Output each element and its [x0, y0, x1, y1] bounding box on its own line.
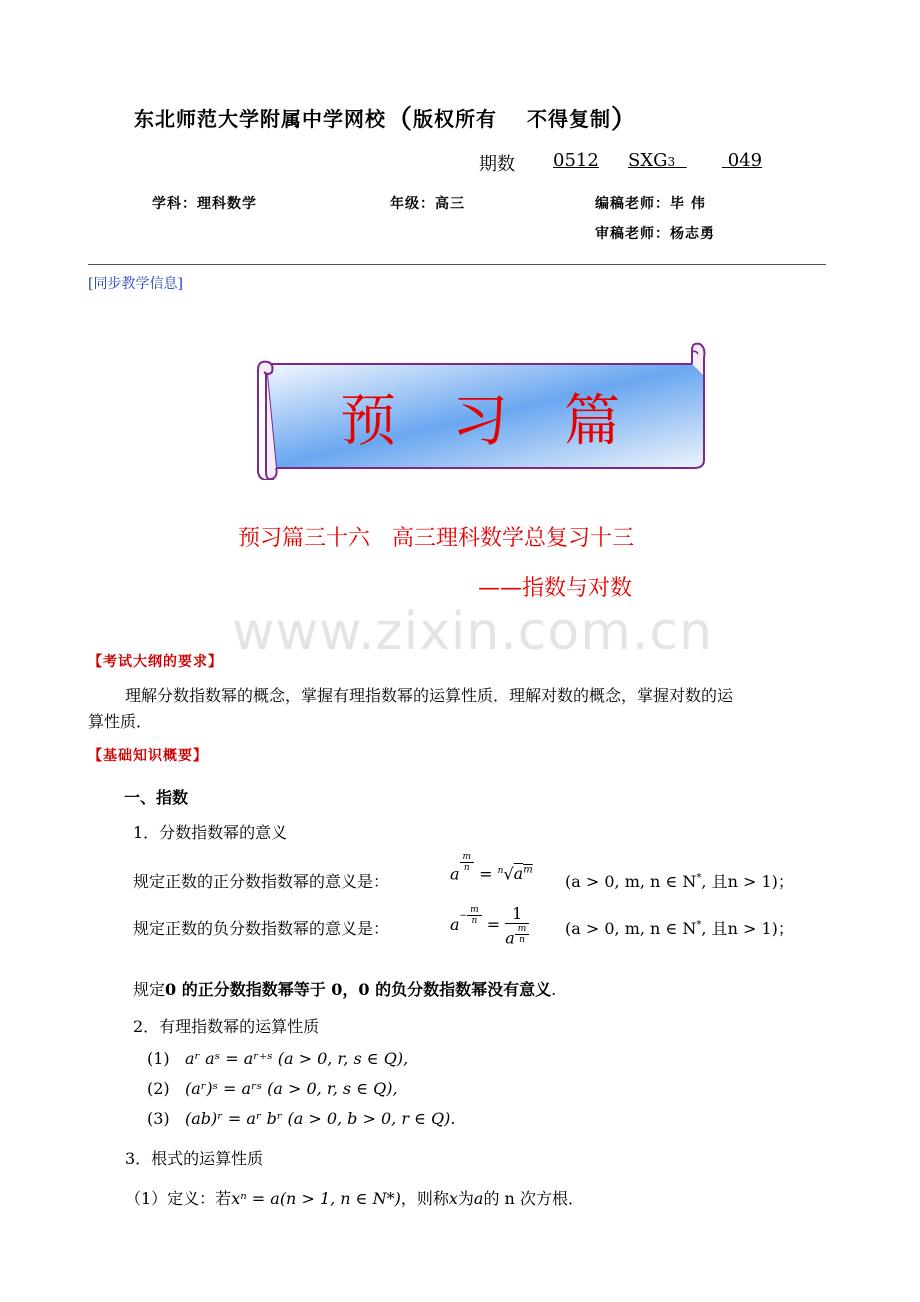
school-copyright-title: 东北师范大学附属中学网校（版权所有 不得复制）	[134, 105, 639, 135]
positive-rule-formula: a $^{\frac{m}{n}}$ = $^n√a^m$	[450, 852, 533, 884]
banner-title: 预 习 篇	[340, 389, 620, 454]
exam-outline-text-1: 理解分数指数幂的概念，掌握有理指数幂的运算性质．理解对数的概念，掌握对数的运	[125, 686, 734, 705]
issue-label: 期数	[479, 154, 515, 175]
negative-rule-condition: (a > 0, m, n ∈ N*, 且n > 1)；	[565, 919, 794, 938]
property-3-label: (3)	[147, 1109, 170, 1128]
reviewer-label: 审稿老师：杨志勇	[595, 226, 715, 242]
grade-label: 年级：高三	[390, 196, 465, 212]
negative-rule-formula: $a^{- \frac{m}{n}}$ = 1 a $^{\frac{m}{n}}$	[450, 904, 529, 947]
property-2: (aʳ)ˢ = aʳˢ (a > 0, r, s ∈ Q),	[185, 1079, 398, 1098]
scroll-banner	[254, 340, 706, 480]
item-fraction-exponent: 1．分数指数幂的意义	[133, 823, 288, 842]
positive-rule-text: 规定正数的正分数指数幂的意义是：	[133, 872, 390, 891]
issue-code-2: SXG3	[628, 150, 676, 171]
exam-outline-text-2: 算性质．	[88, 712, 153, 731]
lesson-subtitle: ——指数与对数	[478, 576, 633, 601]
subject-label: 学科：理科数学	[152, 196, 257, 212]
positive-rule-condition: (a > 0, m, n ∈ N*, 且n > 1)；	[565, 872, 794, 891]
item-radical: 3．根式的运算性质	[125, 1149, 264, 1168]
header-divider	[88, 264, 826, 265]
school-name: 东北师范大学附属中学网校	[134, 107, 386, 131]
watermark: www.zixin.com.cn	[232, 602, 713, 662]
negative-rule-text: 规定正数的负分数指数幂的意义是：	[133, 919, 390, 938]
basics-heading: 【基础知识概要】	[88, 748, 208, 764]
zero-power-rule: 规定0 的正分数指数幂等于 0，0 的负分数指数幂没有意义.	[133, 980, 557, 999]
property-3: (ab)ʳ = aʳ bʳ (a > 0, b > 0, r ∈ Q).	[185, 1109, 456, 1128]
exponent-heading: 一、指数	[124, 788, 189, 807]
lesson-title: 预习篇三十六 高三理科数学总复习十三	[238, 526, 635, 551]
item-rational-exponent: 2．有理指数幂的运算性质	[133, 1017, 320, 1036]
property-1-label: (1)	[147, 1049, 170, 1068]
property-1: aʳ aˢ = aʳ⁺ˢ (a > 0, r, s ∈ Q),	[185, 1049, 409, 1068]
issue-code-1: 0512	[553, 150, 599, 171]
issue-code-3: 049	[727, 150, 763, 171]
no-copy-label: 不得复制	[527, 107, 612, 131]
nth-root-definition: （1）定义：若xⁿ = a(n > 1, n ∈ N*)，则称x为a的 n 次方根．	[125, 1189, 584, 1208]
property-2-label: (2)	[147, 1079, 170, 1098]
exam-outline-heading: 【考试大纲的要求】	[88, 654, 223, 670]
sync-info-link[interactable]: [同步教学信息]	[88, 276, 183, 292]
copyright-label: 版权所有	[413, 107, 498, 131]
editor-label: 编稿老师：毕 伟	[595, 196, 706, 212]
